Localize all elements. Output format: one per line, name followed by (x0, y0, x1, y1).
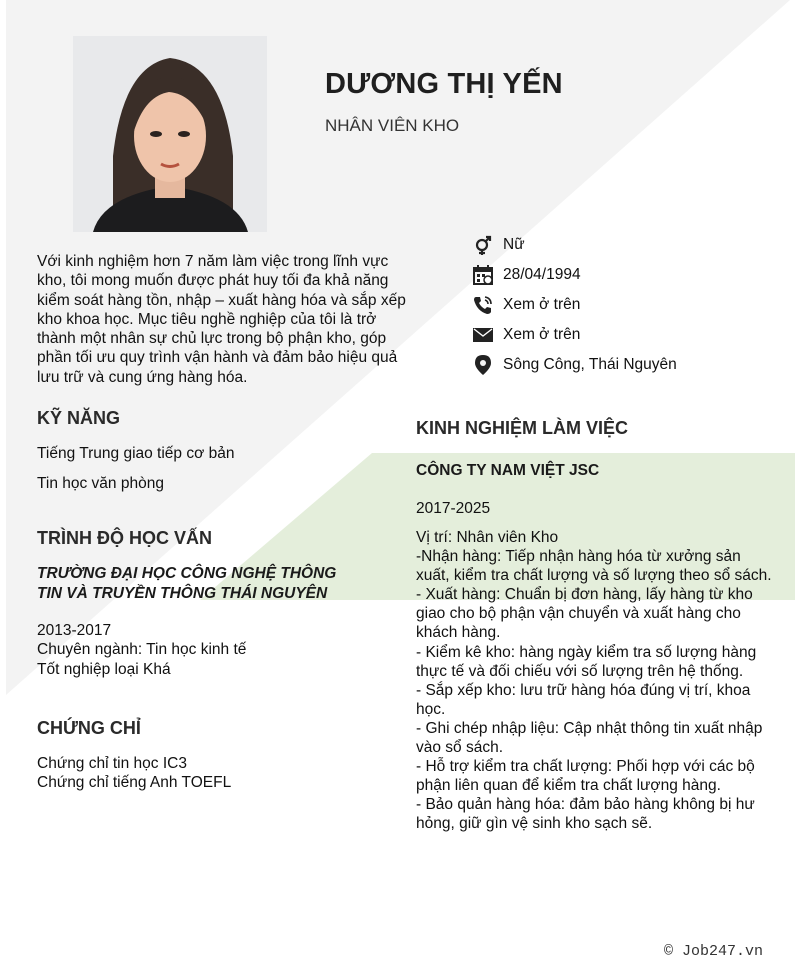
education-major: Chuyên ngành: Tin học kinh tế (37, 641, 247, 658)
contact-gender (472, 230, 677, 260)
school-name: TRƯỜNG ĐẠI HỌC CÔNG NGHỆ THÔNG TIN VÀ TRUYỀN THÔNG THÁI NGUYÊN (37, 565, 337, 602)
contact-phone (472, 290, 677, 320)
skills-heading: KỸ NĂNG (37, 408, 121, 428)
calendar-icon (472, 264, 494, 286)
phone-value: Xem ở trên (503, 296, 581, 313)
email-value: Xem ở trên (503, 326, 581, 343)
phone-icon (472, 294, 494, 316)
experience-line: - Sắp xếp kho: lưu trữ hàng hóa đúng vị trí, khoa học. (416, 681, 751, 718)
experience-description (416, 528, 776, 834)
experience-line: - Kiểm kê kho: hàng ngày kiểm tra số lượng hàng thực tế và đối chiếu với số lượng trên hệ thống. (416, 643, 757, 680)
contact-birthday (472, 260, 677, 290)
experience-line: - Bảo quản hàng hóa: đảm bảo hàng không bị hư hỏng, giữ gìn vệ sinh kho sạch sẽ. (416, 796, 755, 833)
birthday-value: 28/04/1994 (503, 266, 581, 283)
career-objective: Với kinh nghiệm hơn 7 năm làm việc trong lĩnh vực kho, tôi mong muốn được phát huy tối đa khả năng kiểm soát hàng tồn, nhập – xuất hàng hóa và sắp xếp kho khoa học. Mục tiêu nghề nghiệp của tôi là trở thành một nhân sự chủ lực trong bộ phận kho, góp phần tối ưu quy trình vận hành và đảm bảo hiệu quả lưu trữ và cung ứng hàng hóa. (37, 253, 406, 386)
skill-item: Tin học văn phòng (37, 475, 164, 492)
certificate-item: Chứng chỉ tin học IC3 (37, 755, 187, 772)
education-heading: TRÌNH ĐỘ HỌC VẤN (37, 528, 212, 548)
experience-line: - Xuất hàng: Chuẩn bị đơn hàng, lấy hàng từ kho giao cho bộ phận vận chuyển và xuất hàng cho khách hàng. (416, 586, 753, 642)
experience-heading: KINH NGHIỆM LÀM VIỆC (416, 418, 629, 438)
experience-line: - Hỗ trợ kiểm tra chất lượng: Phối hợp với các bộ phận liên quan để kiểm tra chất lượng hàng. (416, 758, 755, 795)
experience-line: -Nhận hàng: Tiếp nhận hàng hóa từ xưởng sản xuất, kiểm tra chất lượng và số lượng theo sổ sách. (416, 548, 772, 585)
experience-period: 2017-2025 (416, 500, 491, 517)
contact-email (472, 320, 677, 350)
footer-copyright: © Job247.vn (664, 943, 764, 960)
certificate-item: Chứng chỉ tiếng Anh TOEFL (37, 774, 232, 791)
education-period: 2013-2017 (37, 622, 112, 639)
candidate-name: DƯƠNG THỊ YẾN (325, 68, 563, 100)
profile-photo (73, 36, 267, 232)
certificates-heading: CHỨNG CHỈ (37, 718, 141, 738)
skill-item: Tiếng Trung giao tiếp cơ bản (37, 445, 235, 462)
experience-line: Vị trí: Nhân viên Kho (416, 529, 559, 546)
gender-icon (472, 234, 494, 256)
email-icon (472, 324, 494, 346)
contact-address (472, 350, 677, 380)
gender-value: Nữ (503, 236, 525, 253)
experience-line: - Ghi chép nhập liệu: Cập nhật thông tin xuất nhập vào sổ sách. (416, 719, 763, 757)
job-title: NHÂN VIÊN KHO (325, 116, 460, 135)
company-name: CÔNG TY NAM VIỆT JSC (416, 462, 600, 479)
education-grade: Tốt nghiệp loại Khá (37, 661, 171, 678)
location-icon (472, 354, 494, 376)
contact-info (472, 230, 677, 380)
address-value: Sông Công, Thái Nguyên (503, 356, 677, 373)
